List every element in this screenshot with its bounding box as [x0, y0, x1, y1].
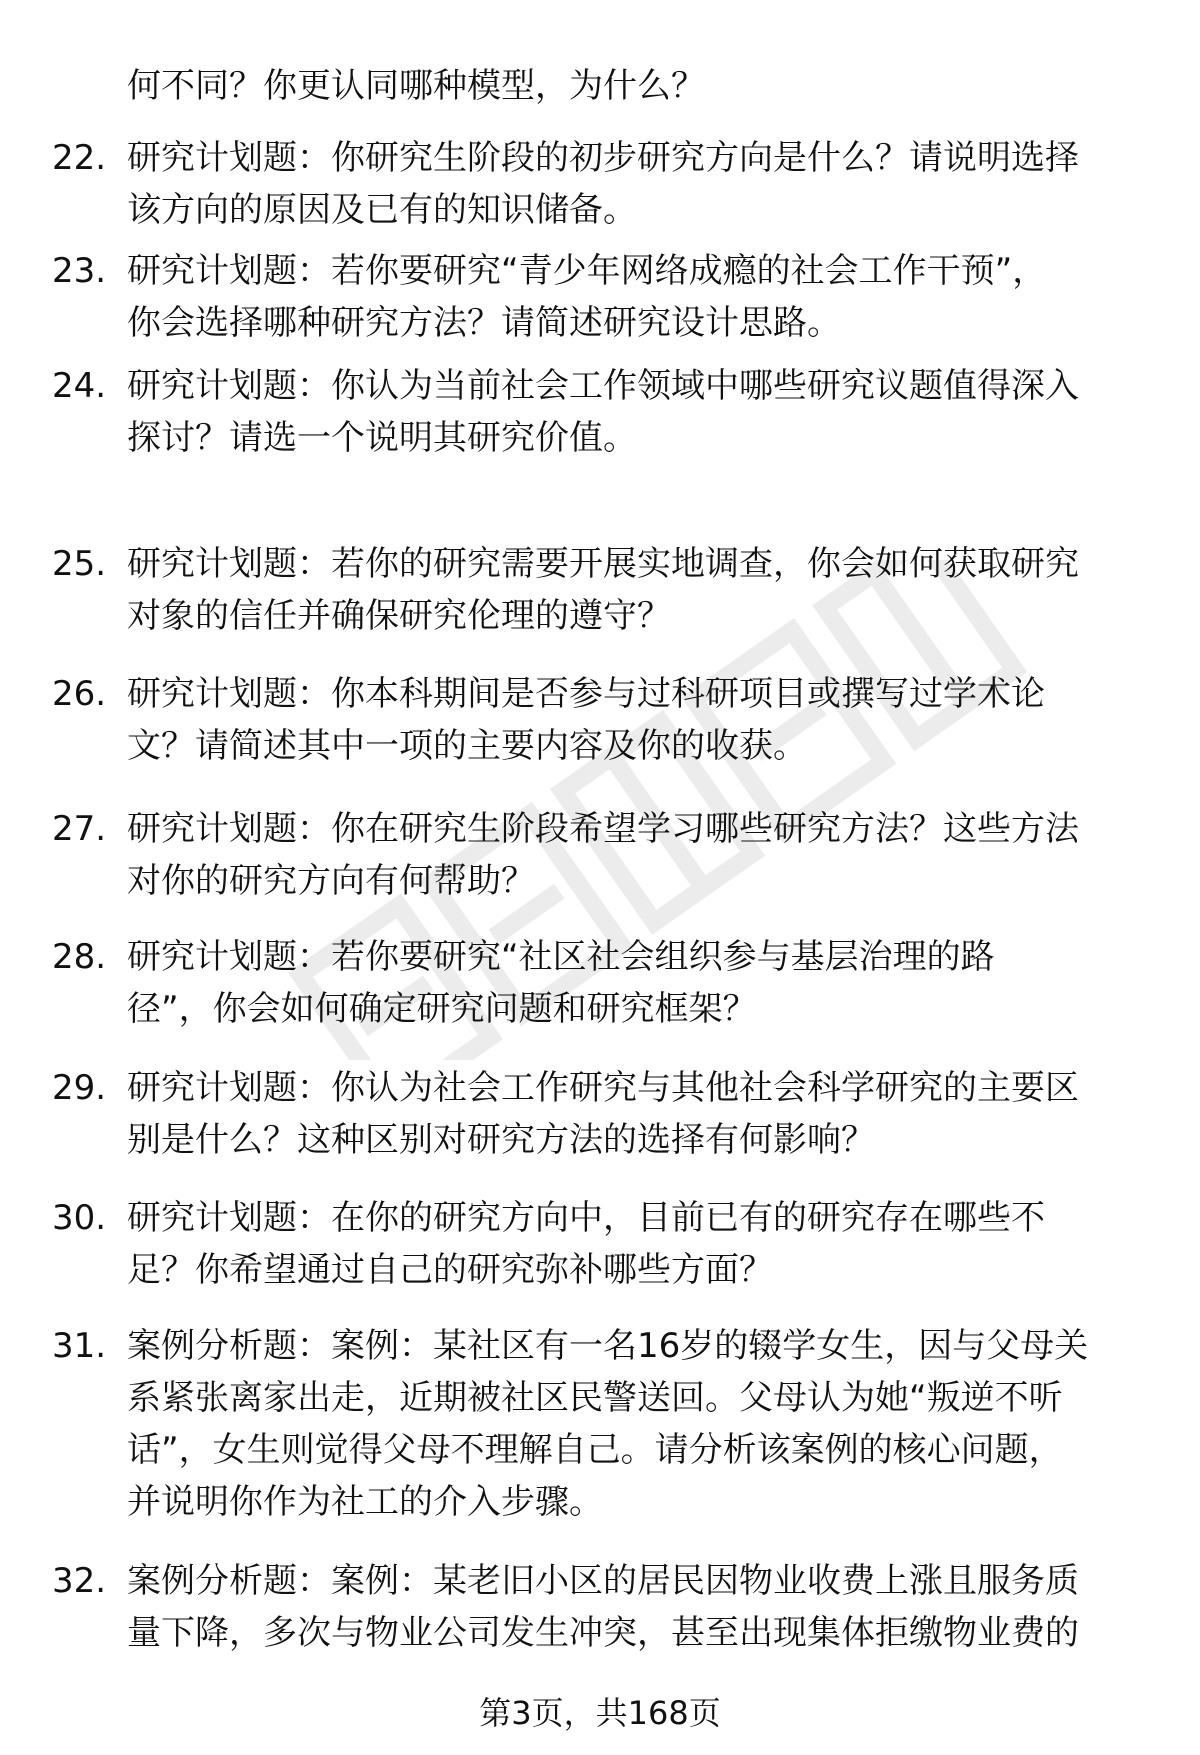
question-text-line: 径”，你会如何确定研究问题和研究框架？ [127, 989, 757, 1029]
question-text-line: 你会选择哪种研究方法？请简述研究设计思路。 [127, 303, 841, 343]
question-number: 27. [52, 809, 107, 849]
question-number: 22. [52, 138, 107, 178]
page-footer: 第3页，共168页 [479, 1694, 721, 1732]
question-number: 28. [52, 937, 107, 977]
question-text-line: 研究计划题：若你要研究“青少年网络成瘾的社会工作干预”， [127, 251, 1047, 291]
question-text-line: 研究计划题：你在研究生阶段希望学习哪些研究方法？这些方法 [127, 809, 1079, 849]
question-text-line: 话”，女生则觉得父母不理解自己。请分析该案例的核心问题， [127, 1430, 1063, 1470]
question-number: 30. [52, 1198, 107, 1238]
question-text-line: 研究计划题：若你的研究需要开展实地调查，你会如何获取研究 [127, 544, 1079, 584]
question-number: 29. [52, 1068, 107, 1108]
question-number: 25. [52, 544, 107, 584]
question-text-line: 研究计划题：你研究生阶段的初步研究方向是什么？请说明选择 [127, 138, 1079, 178]
question-text-line: 研究计划题：你本科期间是否参与过科研项目或撰写过学术论 [127, 674, 1045, 714]
question-text-line: 对你的研究方向有何帮助？ [127, 861, 535, 901]
question-number: 32. [52, 1561, 107, 1601]
question-text-line: 案例分析题：案例：某老旧小区的居民因物业收费上涨且服务质 [127, 1561, 1079, 1601]
question-text-line: 研究计划题：若你要研究“社区社会组织参与基层治理的路 [127, 937, 995, 977]
question-text-line: 系紧张离家出走，近期被社区民警送回。父母认为她“叛逆不听 [127, 1378, 1063, 1418]
question-text-line: 研究计划题：你认为社会工作研究与其他社会科学研究的主要区 [127, 1068, 1079, 1108]
question-text-line: 探讨？请选一个说明其研究价值。 [127, 418, 637, 458]
question-number: 23. [52, 251, 107, 291]
question-text-line: 并说明你作为社工的介入步骤。 [127, 1482, 603, 1522]
continued-question-text: 何不同？你更认同哪种模型，为什么？ [127, 66, 705, 106]
question-number: 31. [52, 1326, 107, 1366]
question-text-line: 文？请简述其中一项的主要内容及你的收获。 [127, 726, 807, 766]
question-text-line: 研究计划题：你认为当前社会工作领域中哪些研究议题值得深入 [127, 366, 1079, 406]
question-text-line: 别是什么？这种区别对研究方法的选择有何影响？ [127, 1120, 875, 1160]
question-text-line: 该方向的原因及已有的知识储备。 [127, 190, 637, 230]
question-text-line: 研究计划题：在你的研究方向中，目前已有的研究存在哪些不 [127, 1198, 1045, 1238]
question-text-line: 案例分析题：案例：某社区有一名16岁的辍学女生，因与父母关 [127, 1326, 1089, 1366]
question-number: 26. [52, 674, 107, 714]
question-text-line: 对象的信任并确保研究伦理的遵守？ [127, 596, 671, 636]
question-number: 24. [52, 366, 107, 406]
question-text-line: 足？你希望通过自己的研究弥补哪些方面？ [127, 1250, 773, 1290]
question-text-line: 量下降，多次与物业公司发生冲突，甚至出现集体拒缴物业费的 [127, 1613, 1079, 1653]
